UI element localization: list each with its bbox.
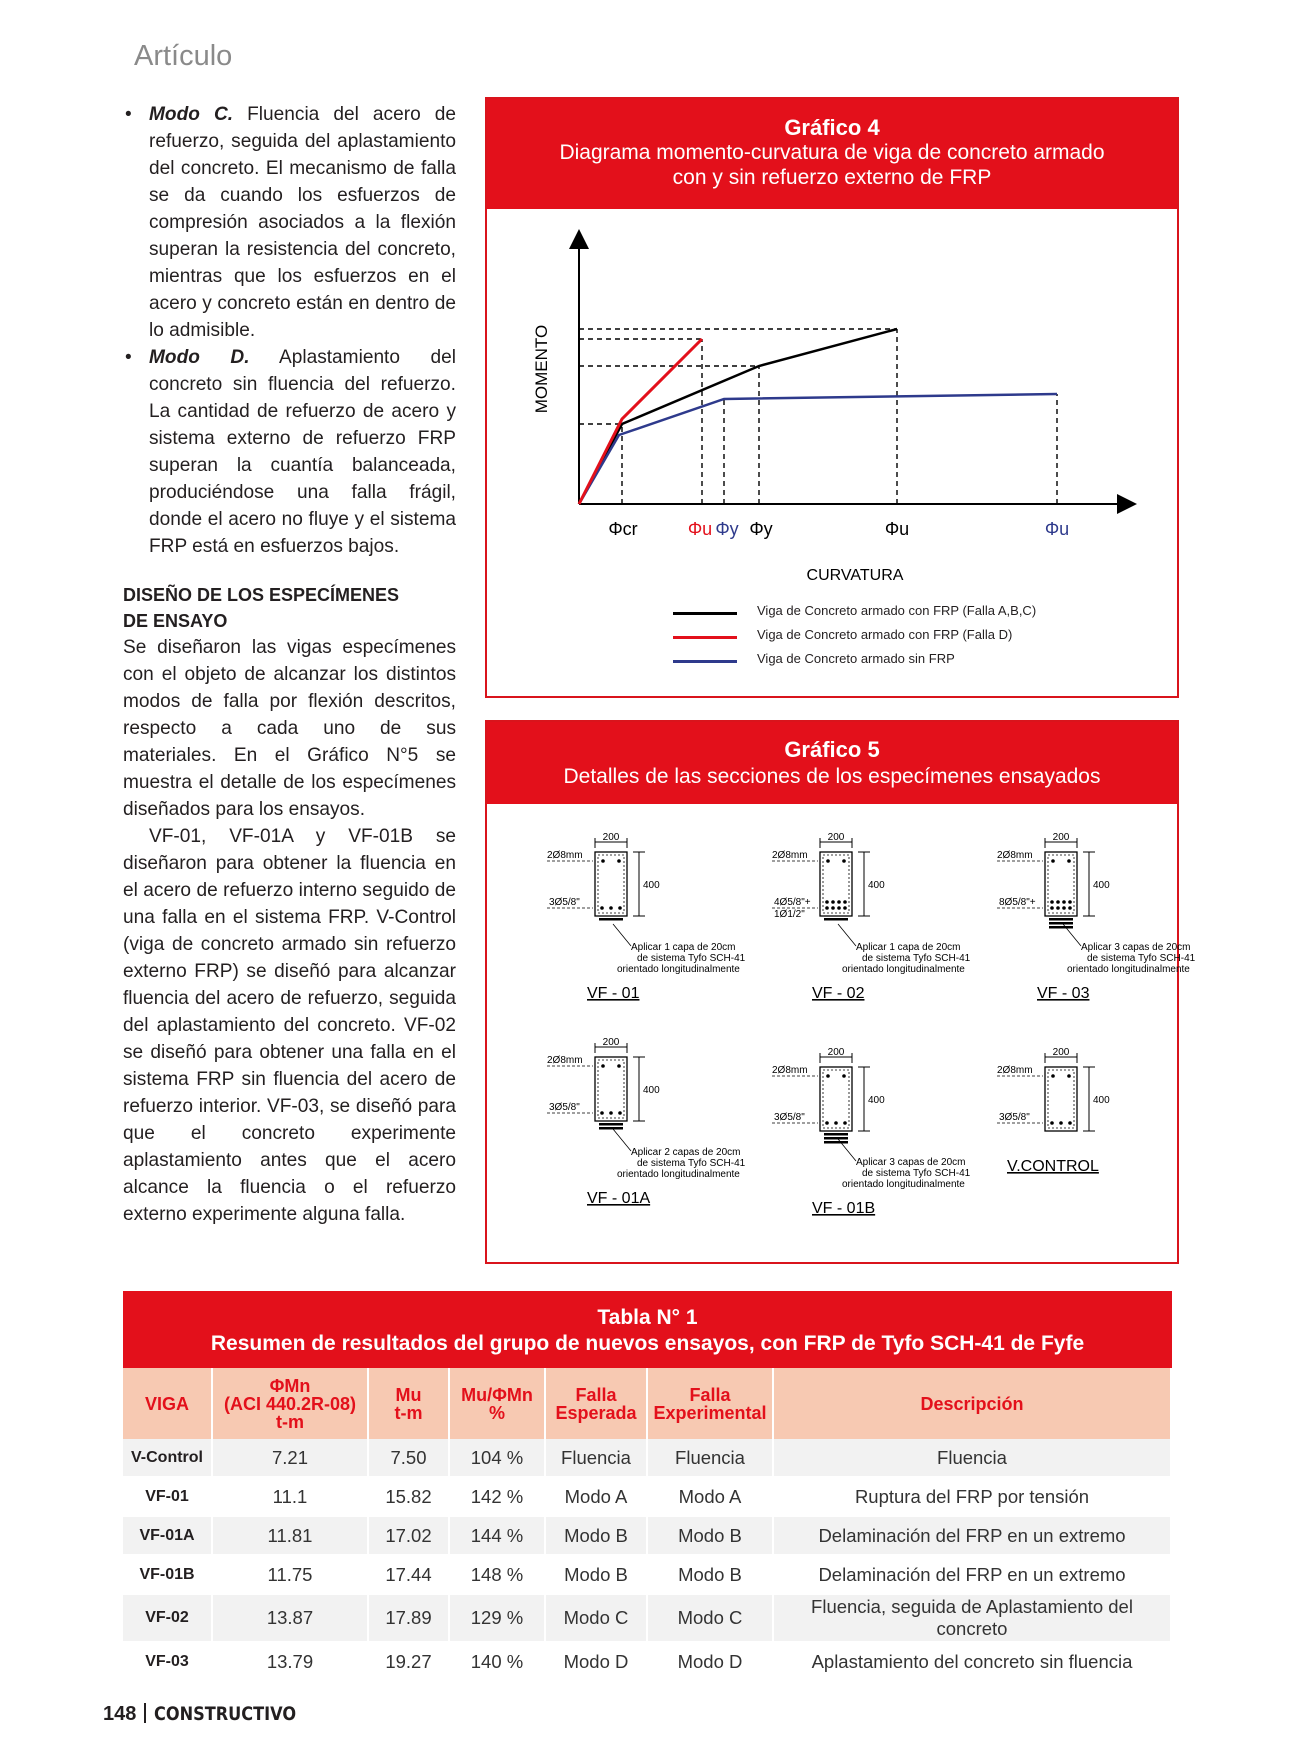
tabla-1-header (123, 1291, 1172, 1368)
footer-separator (144, 1703, 146, 1723)
grafico-5-subtitle: Detalles de las secciones de los especímenes ensayados (563, 765, 1101, 788)
section-5 (772, 1047, 971, 1217)
frp-layer (599, 918, 623, 921)
dim-height: 400 (643, 1085, 660, 1096)
results-table (123, 1368, 1172, 1682)
rebar-top (1067, 859, 1071, 863)
paragraph-1: Se diseñaron las vigas especímenes con el objeto de alcanzar los distintos modos de falla por flexión descritos, respecto a cada uno de sus materiales. En el Gráfico N°5 se muestra el detalle de los especímenes diseñados para los ensayos. (123, 637, 456, 820)
cell-viga: VF-02 (123, 1594, 212, 1642)
note-line-1: Aplicar 1 capa de 20cm (631, 942, 736, 953)
frp-layer (824, 1133, 848, 1136)
cell-esperada: Modo B (545, 1516, 647, 1555)
cell-experimental: Modo A (647, 1477, 773, 1516)
rebar-bottom (825, 1121, 829, 1125)
dim-width: 200 (827, 832, 845, 843)
section-name: VF - 02 (812, 985, 865, 1002)
cell-esperada: Fluencia (545, 1439, 647, 1477)
cell-descripcion: Ruptura del FRP por tensión (773, 1477, 1171, 1516)
col-mu (368, 1368, 449, 1439)
rebar-top (1067, 1074, 1071, 1078)
curve-frp-falla-abc (579, 329, 897, 504)
section-name: VF - 03 (1037, 985, 1090, 1002)
rebar-bottom (1068, 900, 1072, 904)
cell-ratio: 148 % (449, 1555, 545, 1594)
cell-mu: 7.50 (368, 1439, 449, 1477)
grafico-5-title: Gráfico 5 (784, 737, 880, 762)
col-ratio-line-1: Mu/ΦMn (461, 1384, 533, 1405)
cell-mu: 19.27 (368, 1642, 449, 1681)
x-ticks (608, 519, 1069, 539)
beam-section (820, 852, 852, 916)
rebar-bottom (1050, 900, 1054, 904)
dim-height: 400 (868, 1095, 885, 1106)
note-line-1: Aplicar 3 capas de 20cm (1081, 942, 1191, 953)
table-header-row (123, 1368, 1171, 1439)
tabla-1-title: Tabla N° 1 (597, 1306, 698, 1329)
note-line-3: orientado longitudinalmente (842, 1179, 965, 1190)
guide-lines (579, 329, 1057, 504)
rebar-bottom (837, 906, 841, 910)
dim-width: 200 (827, 1047, 845, 1058)
col-mu-line-2: t-m (394, 1402, 423, 1423)
rebar-top (1051, 859, 1055, 863)
heading-line-2: DE ENSAYO (123, 611, 228, 631)
col-ratio-line-2: % (488, 1402, 505, 1423)
rebar-bottom (618, 906, 622, 910)
x-axis-label: CURVATURA (806, 567, 904, 584)
cell-phimn: 13.79 (212, 1642, 368, 1681)
rebar-top (842, 1074, 846, 1078)
col-ratio (449, 1368, 545, 1439)
moment-curvature-diagram (487, 209, 1177, 694)
grafico-5 (485, 720, 1196, 1264)
col-esperada-line-1: Falla (575, 1384, 617, 1405)
col-esperada-line-2: Esperada (555, 1402, 637, 1423)
section-label: Artículo (134, 40, 233, 72)
note-line-2: de sistema Tyfo SCH-41 (862, 953, 971, 964)
cell-phimn: 11.75 (212, 1555, 368, 1594)
cell-ratio: 144 % (449, 1516, 545, 1555)
frp-layer (1049, 918, 1073, 921)
bottom-bars-label: 3Ø5/8" (549, 1102, 580, 1113)
rebar-bottom (600, 1111, 604, 1115)
note-line-1: Aplicar 2 capas de 20cm (631, 1147, 741, 1158)
frp-layer (599, 1127, 623, 1130)
grafico-4 (485, 97, 1179, 698)
rebar-bottom (825, 900, 829, 904)
rebar-bottom (600, 906, 604, 910)
rebar-bottom (1059, 1121, 1063, 1125)
bottom-bars-label: 3Ø5/8" (549, 897, 580, 908)
section-6 (997, 1047, 1110, 1175)
rebar-bottom (1056, 906, 1060, 910)
paragraph-2: VF-01, VF-01A y VF-01B se diseñaron para obtener la fluencia en el acero de refuerzo interno seguido de una falla en el sistema FRP. V-Control (viga de concreto armado sin refuerzo externo FRP) se diseñó para alcanzar fluencia del acero de refuerzo, seguida del aplastamiento del concreto. VF-02 se diseñó para obtener una falla en el sistema FRP sin fluencia del acero de refuerzo interior. VF-03, se diseñó para que el concreto experimente aplastamiento antes que el acero alcance la fluencia o el refuerzo externo experimente alguna falla. (123, 826, 456, 1225)
col-viga: VIGA (123, 1368, 212, 1439)
cell-esperada: Modo C (545, 1594, 647, 1642)
cell-ratio: 104 % (449, 1439, 545, 1477)
cell-experimental: Modo C (647, 1594, 773, 1642)
article-body (123, 101, 456, 1228)
dim-height: 400 (1093, 1095, 1110, 1106)
note-line-1: Aplicar 1 capa de 20cm (856, 942, 961, 953)
tick-phiy-black: Φy (749, 519, 773, 539)
modo-c-text: Fluencia del acero de refuerzo, seguida del aplastamiento del concreto. El mecanismo de falla se da cuando los esfuerzos de compresión asociados a la flexión superan la resistencia del concreto, mientras que los esfuerzos en el acero y concreto están en dentro de lo admisible. (149, 104, 456, 341)
table-body (123, 1439, 1171, 1681)
rebar-bottom (825, 906, 829, 910)
cell-experimental: Modo B (647, 1516, 773, 1555)
tick-phiu-blue: Φu (1044, 519, 1070, 539)
note-line-2: de sistema Tyfo SCH-41 (1087, 953, 1196, 964)
rebar-bottom (1056, 900, 1060, 904)
top-bars-label: 2Ø8mm (547, 1055, 583, 1066)
grafico-4-subtitle-2: con y sin refuerzo externo de FRP (672, 166, 992, 189)
section-name: VF - 01 (587, 985, 640, 1002)
cell-viga: VF-03 (123, 1642, 212, 1681)
cell-ratio: 142 % (449, 1477, 545, 1516)
bullet-modo-c (123, 101, 456, 344)
cell-mu: 17.44 (368, 1555, 449, 1594)
section-1 (547, 832, 746, 1002)
top-bars-label: 2Ø8mm (772, 1065, 808, 1076)
cell-descripcion: Aplastamiento del concreto sin fluencia (773, 1642, 1171, 1681)
table-row (123, 1516, 1171, 1555)
top-bars-label: 2Ø8mm (997, 1065, 1033, 1076)
rebar-bottom (1050, 906, 1054, 910)
frp-layer (1049, 926, 1073, 929)
section-name: VF - 01A (587, 1190, 651, 1207)
beam-section (1045, 852, 1077, 916)
col-phimn-line-1: ΦMn (269, 1375, 311, 1396)
note-line-3: orientado longitudinalmente (842, 964, 965, 975)
extra-bars-label: 1Ø1/2" (774, 909, 805, 920)
frp-layer (599, 1123, 623, 1126)
cell-esperada: Modo A (545, 1477, 647, 1516)
bottom-bars-label: 3Ø5/8" (774, 1112, 805, 1123)
rebar-bottom (834, 1121, 838, 1125)
cell-esperada: Modo D (545, 1642, 647, 1681)
table-row (123, 1594, 1171, 1642)
cell-mu: 15.82 (368, 1477, 449, 1516)
col-phimn-line-2: (ACI 440.2R-08) (223, 1393, 357, 1414)
tick-phiu-red: Φu (687, 519, 713, 539)
dim-width: 200 (1052, 1047, 1070, 1058)
bullet-modo-d (123, 344, 456, 560)
section-name: VF - 01B (812, 1200, 876, 1217)
rebar-bottom (1062, 900, 1066, 904)
cell-viga: VF-01A (123, 1516, 212, 1555)
cell-viga: VF-01 (123, 1477, 212, 1516)
rebar-top (842, 859, 846, 863)
frp-layer (1049, 922, 1073, 925)
cell-phimn: 13.87 (212, 1594, 368, 1642)
table-row (123, 1642, 1171, 1681)
sections-diagram (487, 808, 1196, 1258)
rebar-bottom (843, 1121, 847, 1125)
page-number: 148 (103, 1703, 137, 1725)
cell-phimn: 11.81 (212, 1516, 368, 1555)
legend-label-1: Viga de Concreto armado con FRP (Falla A,B,C) (757, 603, 1037, 618)
col-phimn-line-3: t-m (276, 1411, 304, 1432)
rebar-top (601, 859, 605, 863)
rebar-bottom (1062, 906, 1066, 910)
dim-height: 400 (1093, 880, 1110, 891)
note-line-3: orientado longitudinalmente (617, 1169, 740, 1180)
dim-height: 400 (643, 880, 660, 891)
legend-label-2: Viga de Concreto armado con FRP (Falla D) (757, 627, 1013, 642)
modo-c-label: Modo C. (149, 104, 234, 125)
col-experimental-line-2: Experimental (653, 1402, 767, 1423)
col-experimental (647, 1368, 773, 1439)
dim-width: 200 (1052, 832, 1070, 843)
tabla-1-subtitle: Resumen de resultados del grupo de nuevos ensayos, con FRP de Tyfo SCH-41 de Fyfe (210, 1332, 1085, 1355)
cell-descripcion: Delaminación del FRP en un extremo (773, 1555, 1171, 1594)
section-heading (123, 582, 456, 634)
heading-line-1: DISEÑO DE LOS ESPECÍMENES (123, 585, 400, 605)
cell-esperada: Modo B (545, 1555, 647, 1594)
frp-layer (824, 918, 848, 921)
tabla-1 (123, 1291, 1172, 1682)
dim-width: 200 (602, 1037, 620, 1048)
cell-mu: 17.89 (368, 1594, 449, 1642)
rebar-top (601, 1064, 605, 1068)
modo-d-label: Modo D. (149, 347, 250, 368)
rebar-bottom (831, 900, 835, 904)
top-bars-label: 2Ø8mm (997, 850, 1033, 861)
rebar-top (617, 859, 621, 863)
rebar-bottom (831, 906, 835, 910)
note-line-2: de sistema Tyfo SCH-41 (637, 953, 746, 964)
frp-layer (824, 1137, 848, 1140)
note-line-3: orientado longitudinalmente (617, 964, 740, 975)
bottom-bars-label: 3Ø5/8" (999, 1112, 1030, 1123)
dim-height: 400 (868, 880, 885, 891)
cell-mu: 17.02 (368, 1516, 449, 1555)
bottom-bars-label: 4Ø5/8"+ (774, 897, 811, 908)
cell-experimental: Modo B (647, 1555, 773, 1594)
rebar-bottom (1068, 1121, 1072, 1125)
legend-swatch-black (673, 612, 737, 615)
tick-phiu-black: Φu (884, 519, 910, 539)
table-row (123, 1477, 1171, 1516)
cell-ratio: 129 % (449, 1594, 545, 1642)
section-3 (997, 832, 1196, 1002)
rebar-top (1051, 1074, 1055, 1078)
rebar-bottom (1068, 906, 1072, 910)
rebar-bottom (837, 900, 841, 904)
top-bars-label: 2Ø8mm (547, 850, 583, 861)
grafico-4-title: Gráfico 4 (784, 115, 880, 140)
table-row (123, 1439, 1171, 1477)
col-descripcion: Descripción (773, 1368, 1171, 1439)
rebar-bottom (843, 906, 847, 910)
cell-ratio: 140 % (449, 1642, 545, 1681)
cell-descripcion: Fluencia (773, 1439, 1171, 1477)
legend-label-3: Viga de Concreto armado sin FRP (757, 651, 955, 666)
cell-experimental: Modo D (647, 1642, 773, 1681)
rebar-top (826, 1074, 830, 1078)
col-mu-line-1: Mu (395, 1384, 422, 1405)
section-2 (772, 832, 971, 1002)
note-line-1: Aplicar 3 capas de 20cm (856, 1157, 966, 1168)
cell-descripcion: Delaminación del FRP en un extremo (773, 1516, 1171, 1555)
rebar-bottom (618, 1111, 622, 1115)
rebar-top (826, 859, 830, 863)
col-esperada (545, 1368, 647, 1439)
tick-phicr: Φcr (608, 519, 638, 539)
col-phimn (212, 1368, 368, 1439)
modo-d-text: Aplastamiento del concreto sin fluencia del refuerzo. La cantidad de refuerzo de acero y sistema externo de refuerzo FRP superan la cuantía balanceada, produciéndose una falla frágil, donde el acero no fluye y el sistema FRP está en esfuerzos bajos. (149, 347, 456, 557)
bottom-bars-label: 8Ø5/8"+ (999, 897, 1036, 908)
magazine-name: CONSTRUCTIVO (154, 1703, 297, 1725)
top-bars-label: 2Ø8mm (772, 850, 808, 861)
cell-phimn: 7.21 (212, 1439, 368, 1477)
tick-phiy-blue: Φy (715, 519, 739, 539)
table-row (123, 1555, 1171, 1594)
curve-frp-falla-d (579, 339, 702, 504)
rebar-top (617, 1064, 621, 1068)
dim-width: 200 (602, 832, 620, 843)
cell-experimental: Fluencia (647, 1439, 773, 1477)
legend-swatch-blue (673, 660, 737, 663)
page-footer (103, 1703, 322, 1726)
section-4 (547, 1037, 746, 1207)
rebar-bottom (1050, 1121, 1054, 1125)
cell-descripcion: Fluencia, seguida de Aplastamiento del concreto (773, 1594, 1171, 1642)
grafico-5-header (487, 722, 1177, 804)
frp-layer (824, 1141, 848, 1144)
rebar-bottom (609, 906, 613, 910)
note-line-2: de sistema Tyfo SCH-41 (637, 1158, 746, 1169)
section-name: V.CONTROL (1007, 1158, 1099, 1175)
rebar-bottom (843, 900, 847, 904)
col-experimental-line-1: Falla (689, 1384, 731, 1405)
legend-swatch-red (673, 636, 737, 639)
note-line-2: de sistema Tyfo SCH-41 (862, 1168, 971, 1179)
note-line-3: orientado longitudinalmente (1067, 964, 1190, 975)
grafico-4-header (487, 99, 1177, 209)
cell-phimn: 11.1 (212, 1477, 368, 1516)
cell-viga: VF-01B (123, 1555, 212, 1594)
rebar-bottom (609, 1111, 613, 1115)
cell-viga: V-Control (123, 1439, 212, 1477)
y-axis-label: MOMENTO (532, 324, 551, 414)
grafico-4-subtitle-1: Diagrama momento-curvatura de viga de concreto armado (559, 141, 1105, 164)
